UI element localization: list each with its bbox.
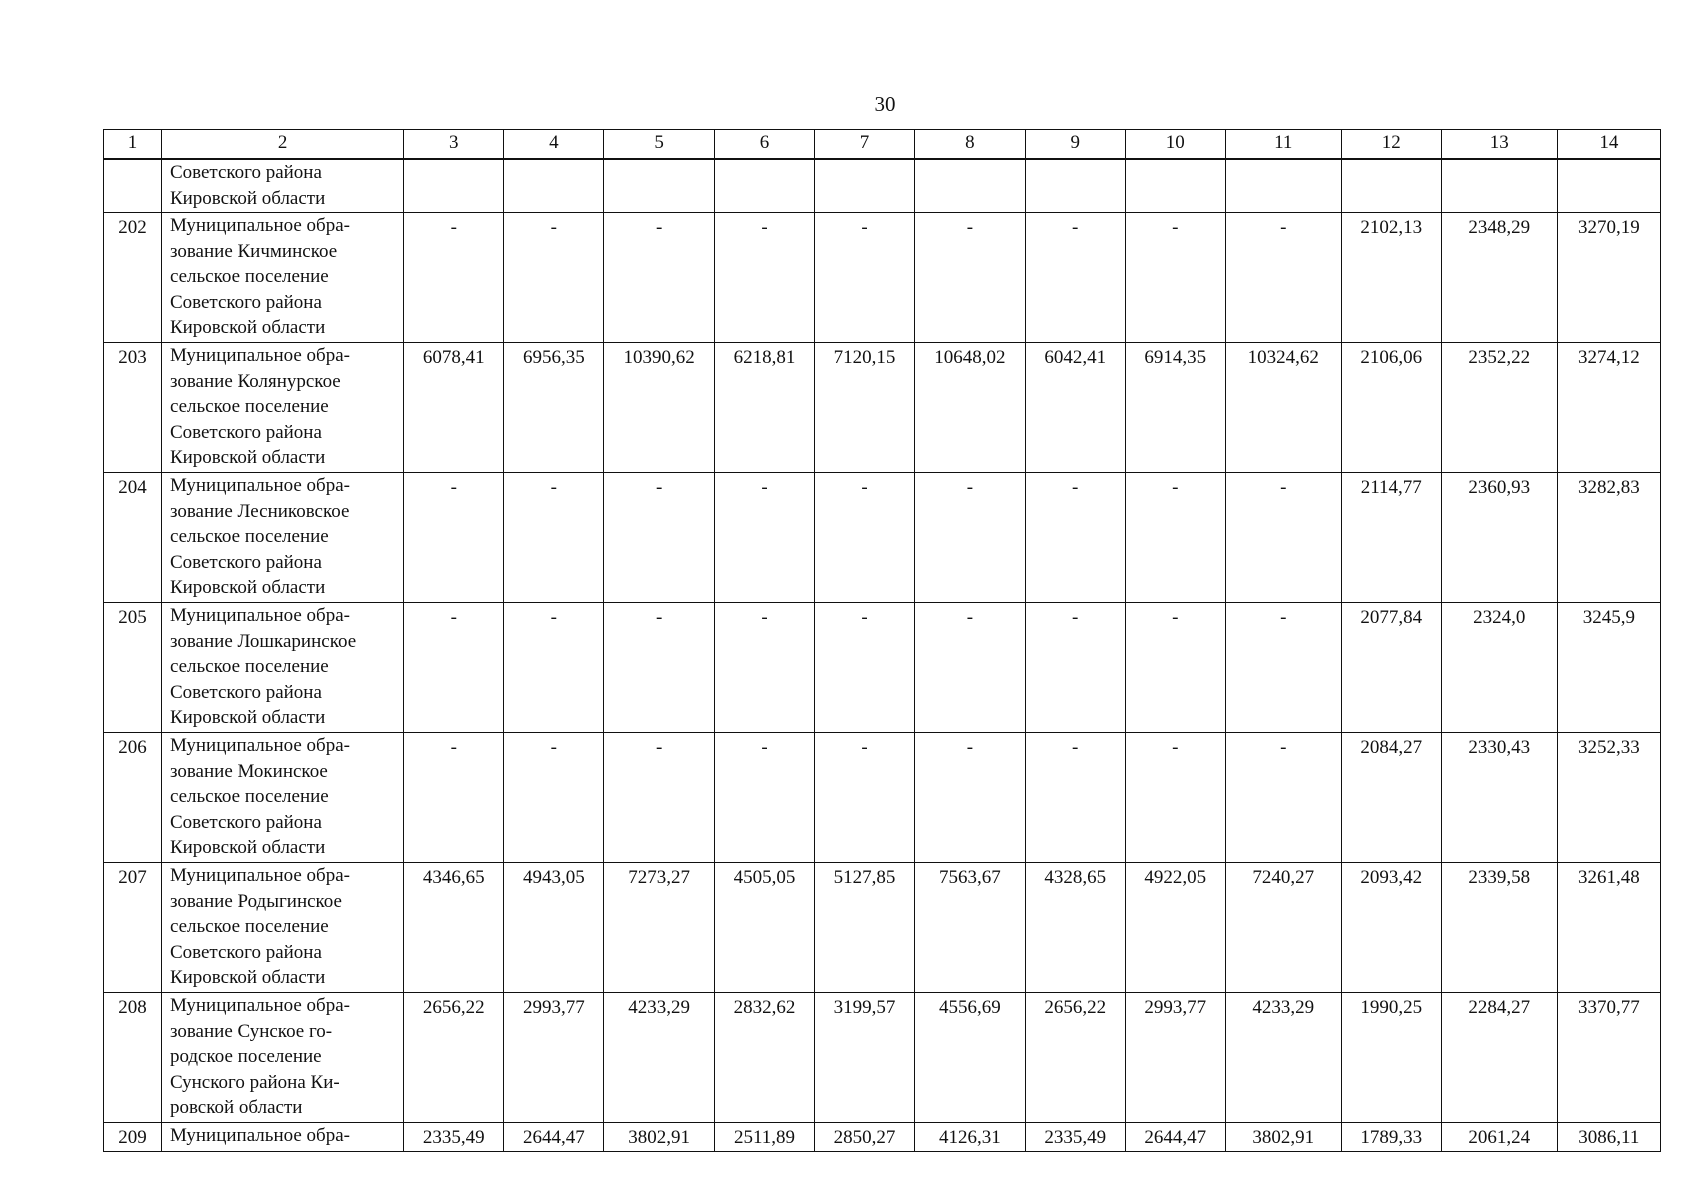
table-row [104, 603, 1661, 733]
municipality-name [161, 993, 403, 1123]
value-cell-col-4: - [504, 213, 604, 343]
municipality-name-line: Муниципальное обра- [169, 735, 350, 756]
value-cell-col-5: - [604, 733, 715, 863]
row-number: 202 [104, 213, 162, 343]
table-row [104, 1123, 1661, 1152]
value-cell-col-10: - [1125, 473, 1225, 603]
value-cell-col-5 [604, 159, 715, 213]
municipality-name-line: Советского района [169, 941, 322, 963]
municipality-name [161, 733, 403, 863]
value-cell-col-8: 10648,02 [915, 343, 1026, 473]
column-header-14: 14 [1557, 130, 1660, 160]
value-cell-col-6 [714, 159, 814, 213]
value-cell-col-3: - [404, 213, 504, 343]
value-cell-col-7: - [815, 733, 915, 863]
municipality-name-line: родское поселение [169, 1046, 322, 1067]
value-cell-col-3 [404, 159, 504, 213]
value-cell-col-12: 2114,77 [1341, 473, 1441, 603]
value-cell-col-14 [1557, 159, 1660, 213]
value-cell-col-12: 2106,06 [1341, 343, 1441, 473]
column-header-3: 3 [404, 130, 504, 160]
municipality-name-line: зование Мокинское [169, 760, 328, 782]
value-cell-col-3: 6078,41 [404, 343, 504, 473]
municipality-name-line: Кировской области [169, 707, 326, 728]
value-cell-col-11: 10324,62 [1225, 343, 1341, 473]
municipality-name-line: Советского района [169, 291, 322, 313]
municipality-name [161, 213, 403, 343]
value-cell-col-10 [1125, 159, 1225, 213]
value-cell-col-9: - [1025, 473, 1125, 603]
value-cell-col-9: 2335,49 [1025, 1123, 1125, 1152]
municipality-name [161, 603, 403, 733]
row-number: 204 [104, 473, 162, 603]
value-cell-col-4: - [504, 733, 604, 863]
municipality-name-line: Кировской области [169, 837, 326, 858]
column-header-10: 10 [1125, 130, 1225, 160]
municipality-name-line: зование Лесниковское [169, 500, 350, 522]
column-header-13: 13 [1441, 130, 1557, 160]
municipality-name-line: сельское поселение [169, 916, 329, 937]
row-number: 209 [104, 1123, 162, 1152]
municipality-name-line: зование Лошкаринское [169, 630, 357, 652]
value-cell-col-9: 4328,65 [1025, 863, 1125, 993]
municipality-name-line: Муниципальное обра- [169, 345, 350, 366]
value-cell-col-8: - [915, 733, 1026, 863]
value-cell-col-10: 4922,05 [1125, 863, 1225, 993]
value-cell-col-4 [504, 159, 604, 213]
value-cell-col-6: 2511,89 [714, 1123, 814, 1152]
value-cell-col-5: - [604, 603, 715, 733]
value-cell-col-3: - [404, 603, 504, 733]
value-cell-col-11: 4233,29 [1225, 993, 1341, 1123]
value-cell-col-9: - [1025, 603, 1125, 733]
column-header-11: 11 [1225, 130, 1341, 160]
value-cell-col-13: 2352,22 [1441, 343, 1557, 473]
data-table [103, 129, 1661, 1152]
value-cell-col-9: 2656,22 [1025, 993, 1125, 1123]
value-cell-col-6: 4505,05 [714, 863, 814, 993]
value-cell-col-10: 6914,35 [1125, 343, 1225, 473]
value-cell-col-9: - [1025, 733, 1125, 863]
value-cell-col-7: 3199,57 [815, 993, 915, 1123]
row-number: 203 [104, 343, 162, 473]
value-cell-col-12: 1789,33 [1341, 1123, 1441, 1152]
column-header-7: 7 [815, 130, 915, 160]
table-header [104, 130, 1661, 160]
municipality-name [161, 159, 403, 213]
value-cell-col-9: 6042,41 [1025, 343, 1125, 473]
value-cell-col-5: 7273,27 [604, 863, 715, 993]
value-cell-col-8: - [915, 603, 1026, 733]
table-row [104, 473, 1661, 603]
municipality-name-line: зование Сунское го- [169, 1020, 333, 1042]
value-cell-col-7: 5127,85 [815, 863, 915, 993]
municipality-name-line: Советского района [169, 551, 322, 573]
value-cell-col-13: 2324,0 [1441, 603, 1557, 733]
value-cell-col-7: 7120,15 [815, 343, 915, 473]
municipality-name-line: зование Колянурское [169, 370, 341, 392]
table-row [104, 159, 1661, 213]
value-cell-col-4: 2993,77 [504, 993, 604, 1123]
value-cell-col-10: - [1125, 603, 1225, 733]
municipality-name-line: Кировской области [169, 967, 326, 988]
value-cell-col-12: 2077,84 [1341, 603, 1441, 733]
value-cell-col-13: 2360,93 [1441, 473, 1557, 603]
value-cell-col-13: 2284,27 [1441, 993, 1557, 1123]
column-header-8: 8 [915, 130, 1026, 160]
value-cell-col-10: - [1125, 733, 1225, 863]
table-row [104, 213, 1661, 343]
column-header-1: 1 [104, 130, 162, 160]
municipality-name-line: Муниципальное обра- [169, 475, 350, 496]
value-cell-col-4: - [504, 473, 604, 603]
municipality-name [161, 1123, 403, 1152]
municipality-name-line: зование Родыгинское [169, 890, 342, 912]
value-cell-col-11: - [1225, 473, 1341, 603]
municipality-name-line: сельское поселение [169, 396, 329, 417]
value-cell-col-12 [1341, 159, 1441, 213]
value-cell-col-13: 2330,43 [1441, 733, 1557, 863]
table-body [104, 159, 1661, 1151]
value-cell-col-5: - [604, 473, 715, 603]
row-number: 205 [104, 603, 162, 733]
value-cell-col-14: 3086,11 [1557, 1123, 1660, 1152]
value-cell-col-11: 3802,91 [1225, 1123, 1341, 1152]
value-cell-col-7 [815, 159, 915, 213]
value-cell-col-14: 3252,33 [1557, 733, 1660, 863]
value-cell-col-14: 3282,83 [1557, 473, 1660, 603]
value-cell-col-3: - [404, 733, 504, 863]
value-cell-col-7: - [815, 473, 915, 603]
value-cell-col-3: 4346,65 [404, 863, 504, 993]
row-number: 208 [104, 993, 162, 1123]
value-cell-col-14: 3245,9 [1557, 603, 1660, 733]
value-cell-col-8: 4126,31 [915, 1123, 1026, 1152]
value-cell-col-13: 2061,24 [1441, 1123, 1557, 1152]
value-cell-col-14: 3370,77 [1557, 993, 1660, 1123]
value-cell-col-6: - [714, 733, 814, 863]
value-cell-col-6: 2832,62 [714, 993, 814, 1123]
value-cell-col-13 [1441, 159, 1557, 213]
value-cell-col-3: 2335,49 [404, 1123, 504, 1152]
municipality-name-line: Кировской области [169, 447, 326, 468]
value-cell-col-14: 3261,48 [1557, 863, 1660, 993]
value-cell-col-12: 2093,42 [1341, 863, 1441, 993]
municipality-name-line: Сунского района Ки- [169, 1071, 340, 1093]
municipality-name-line: Кировской области [169, 577, 326, 598]
column-header-12: 12 [1341, 130, 1441, 160]
table-row [104, 343, 1661, 473]
municipality-name-line: сельское поселение [169, 786, 329, 807]
municipality-name-line: Муниципальное обра- [169, 995, 350, 1016]
value-cell-col-5: - [604, 213, 715, 343]
municipality-name [161, 343, 403, 473]
value-cell-col-7: 2850,27 [815, 1123, 915, 1152]
value-cell-col-11: - [1225, 603, 1341, 733]
value-cell-col-6: - [714, 213, 814, 343]
table-row [104, 863, 1661, 993]
value-cell-col-8 [915, 159, 1026, 213]
value-cell-col-12: 1990,25 [1341, 993, 1441, 1123]
value-cell-col-11: - [1225, 213, 1341, 343]
value-cell-col-6: - [714, 473, 814, 603]
row-number: 207 [104, 863, 162, 993]
municipality-name-line: Советского района [169, 421, 322, 443]
municipality-name [161, 863, 403, 993]
column-header-9: 9 [1025, 130, 1125, 160]
value-cell-col-10: 2993,77 [1125, 993, 1225, 1123]
value-cell-col-11: 7240,27 [1225, 863, 1341, 993]
column-header-4: 4 [504, 130, 604, 160]
municipality-name-line: Советского района [169, 162, 322, 183]
value-cell-col-8: - [915, 473, 1026, 603]
value-cell-col-5: 4233,29 [604, 993, 715, 1123]
value-cell-col-11 [1225, 159, 1341, 213]
municipality-name [161, 473, 403, 603]
value-cell-col-8: 7563,67 [915, 863, 1026, 993]
value-cell-col-9 [1025, 159, 1125, 213]
value-cell-col-5: 3802,91 [604, 1123, 715, 1152]
value-cell-col-7: - [815, 213, 915, 343]
municipality-name-line: Советского района [169, 681, 322, 703]
value-cell-col-6: - [714, 603, 814, 733]
column-header-5: 5 [604, 130, 715, 160]
table-row [104, 733, 1661, 863]
value-cell-col-10: 2644,47 [1125, 1123, 1225, 1152]
value-cell-col-4: 2644,47 [504, 1123, 604, 1152]
municipality-name-line: Советского района [169, 811, 322, 833]
municipality-name-line: Муниципальное обра- [169, 215, 350, 236]
municipality-name-line: сельское поселение [169, 526, 329, 547]
row-number: 206 [104, 733, 162, 863]
header-row [104, 130, 1661, 160]
municipality-name-line: Муниципальное обра- [169, 605, 350, 626]
municipality-name-line: ровской области [169, 1097, 303, 1118]
value-cell-col-6: 6218,81 [714, 343, 814, 473]
page-number: 30 [874, 92, 896, 116]
municipality-name-line: сельское поселение [169, 656, 329, 677]
column-header-6: 6 [714, 130, 814, 160]
value-cell-col-12: 2084,27 [1341, 733, 1441, 863]
value-cell-col-4: - [504, 603, 604, 733]
value-cell-col-8: 4556,69 [915, 993, 1026, 1123]
value-cell-col-7: - [815, 603, 915, 733]
municipality-name-line: Муниципальное обра- [169, 865, 350, 886]
table-row [104, 993, 1661, 1123]
column-header-2: 2 [161, 130, 403, 160]
value-cell-col-13: 2348,29 [1441, 213, 1557, 343]
value-cell-col-5: 10390,62 [604, 343, 715, 473]
value-cell-col-4: 6956,35 [504, 343, 604, 473]
value-cell-col-14: 3274,12 [1557, 343, 1660, 473]
value-cell-col-3: - [404, 473, 504, 603]
value-cell-col-12: 2102,13 [1341, 213, 1441, 343]
value-cell-col-8: - [915, 213, 1026, 343]
municipality-name-line: Муниципальное обра- [169, 1125, 350, 1146]
value-cell-col-4: 4943,05 [504, 863, 604, 993]
municipality-name-line: сельское поселение [169, 266, 329, 287]
municipality-name-line: Кировской области [169, 317, 326, 338]
municipality-name-line: зование Кичминское [169, 240, 338, 262]
value-cell-col-14: 3270,19 [1557, 213, 1660, 343]
municipality-name-line: Кировской области [169, 187, 326, 209]
value-cell-col-3: 2656,22 [404, 993, 504, 1123]
value-cell-col-13: 2339,58 [1441, 863, 1557, 993]
row-number [104, 159, 162, 213]
value-cell-col-10: - [1125, 213, 1225, 343]
value-cell-col-11: - [1225, 733, 1341, 863]
value-cell-col-9: - [1025, 213, 1125, 343]
